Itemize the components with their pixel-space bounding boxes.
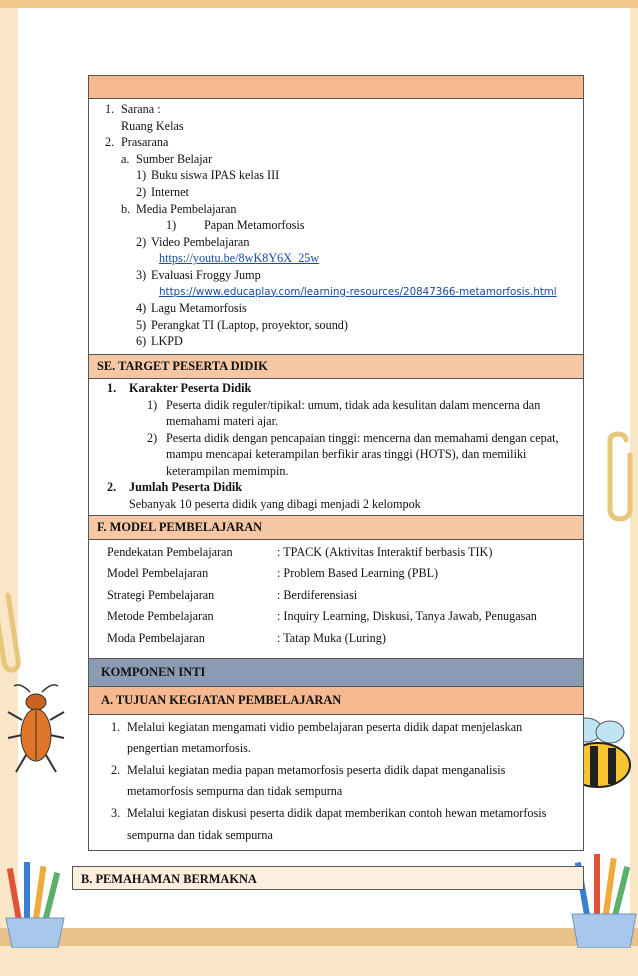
list-number: 1) xyxy=(136,168,147,183)
list-letter: b. xyxy=(121,201,131,216)
educaplay-link[interactable]: https://www.educaplay.com/learning-resources/20847366-metamorfosis.html xyxy=(159,285,557,298)
frame-bottom-border xyxy=(0,946,638,976)
list-number: 6) xyxy=(136,334,147,349)
list-number: 1. xyxy=(111,719,121,734)
model-value: : Berdiferensiasi xyxy=(277,587,358,602)
list-number: 2. xyxy=(105,135,115,150)
karakter-title: Karakter Peserta Didik xyxy=(129,380,252,395)
frame-left-border xyxy=(0,0,18,976)
youtube-link[interactable]: https://youtu.be/8wK8Y6X_25w xyxy=(159,251,320,266)
tujuan-header: A. TUJUAN KEGIATAN PEMBELAJARAN xyxy=(88,687,584,715)
list-letter: a. xyxy=(121,151,130,166)
model-row xyxy=(89,606,583,628)
paperclip-left-icon xyxy=(0,590,30,680)
tujuan-section xyxy=(88,715,584,852)
list-number: 1) xyxy=(147,397,158,412)
model-value: : Problem Based Learning (PBL) xyxy=(277,566,439,581)
list-number: 1. xyxy=(107,380,117,395)
sarana-prasarana-section xyxy=(88,99,584,355)
model-value: : Tatap Muka (Luring) xyxy=(277,631,386,646)
list-number: 2) xyxy=(136,184,147,199)
paperclip-right-icon xyxy=(596,430,636,530)
list-number: 1) xyxy=(166,218,177,233)
target-peserta-header: SE. TARGET PESERTA DIDIK xyxy=(88,355,584,379)
pemahaman-bermakna-header: B. PEMAHAMAN BERMAKNA xyxy=(72,866,584,890)
model-label: Pendekatan Pembelajaran xyxy=(107,544,233,559)
frame-top-border xyxy=(0,0,638,8)
model-value: : Inquiry Learning, Diskusi, Tanya Jawab, Penugasan xyxy=(277,609,537,624)
list-item: Perangkat TI (Laptop, proyektor, sound) xyxy=(151,317,348,332)
model-row xyxy=(89,585,583,607)
paragraph-line: keterampilan memimpin. xyxy=(166,463,289,478)
list-item: LKPD xyxy=(151,334,183,349)
model-row xyxy=(89,542,583,564)
sumber-belajar-label: Sumber Belajar xyxy=(136,151,213,166)
list-item: Buku siswa IPAS kelas III xyxy=(151,168,280,183)
list-number: 5) xyxy=(136,317,147,332)
list-item: Papan Metamorfosis xyxy=(204,218,305,233)
list-number: 2) xyxy=(136,234,147,249)
list-number: 2. xyxy=(111,762,121,777)
list-number: 1. xyxy=(105,102,115,116)
target-peserta-section xyxy=(88,379,584,516)
list-item: Internet xyxy=(151,184,189,199)
frame-bottom-stripe xyxy=(0,928,638,946)
model-label: Model Pembelajaran xyxy=(107,566,209,581)
pencil-cup-left-icon xyxy=(0,858,70,948)
model-pembelajaran-section xyxy=(88,540,584,659)
paragraph-line: memahami materi ajar. xyxy=(166,414,279,429)
model-label: Metode Pembelajaran xyxy=(107,609,214,624)
sarana-value: Ruang Kelas xyxy=(121,118,184,133)
objective-line: metamorfosis sempurna dan tidak sempurna xyxy=(127,784,343,799)
model-row xyxy=(89,563,583,585)
objective-line: sempurna dan tidak sempurna xyxy=(127,827,273,842)
list-item: Lagu Metamorfosis xyxy=(151,301,247,316)
list-number: 2. xyxy=(107,480,117,495)
document-sheet xyxy=(88,75,584,851)
paragraph-line: Sebanyak 10 peserta didik yang dibagi menjadi 2 kelompok xyxy=(129,497,421,512)
model-value: : TPACK (Aktivitas Interaktif berbasis TIK) xyxy=(277,544,493,559)
list-number: 3) xyxy=(136,267,147,282)
list-number: 4) xyxy=(136,301,147,316)
empty-header-row xyxy=(88,75,584,99)
jumlah-title: Jumlah Peserta Didik xyxy=(129,480,243,495)
komponen-inti-header: KOMPONEN INTI xyxy=(88,659,584,687)
list-item: Video Pembelajaran xyxy=(151,234,250,249)
model-pembelajaran-header: F. MODEL PEMBELAJARAN xyxy=(88,516,584,540)
model-label: Strategi Pembelajaran xyxy=(107,587,215,602)
media-pembelajaran-label: Media Pembelajaran xyxy=(136,201,237,216)
list-number: 2) xyxy=(147,430,158,445)
paragraph-line: Peserta didik dengan pencapaian tinggi: mencerna dan memahami dengan cepat, xyxy=(166,430,559,445)
prasarana-label: Prasarana xyxy=(121,135,169,150)
paragraph-line: mampu mencapai keterampilan berfikir aras tinggi (HOTS), dan memiliki xyxy=(166,447,527,462)
objective-line: Melalui kegiatan mengamati vidio pembelajaran peserta didik dapat menjelaskan xyxy=(127,719,523,734)
sarana-label: Sarana : xyxy=(121,102,161,116)
pencil-cup-right-icon xyxy=(566,848,638,948)
model-label: Moda Pembelajaran xyxy=(107,631,205,646)
list-item: Evaluasi Froggy Jump xyxy=(151,267,261,282)
objective-line: pengertian metamorfosis. xyxy=(127,741,251,756)
paragraph-line: Peserta didik reguler/tipikal: umum, tidak ada kesulitan dalam mencerna dan xyxy=(166,397,541,412)
cockroach-icon xyxy=(6,680,66,780)
objective-line: Melalui kegiatan diskusi peserta didik dapat memberikan contoh hewan metamorfosis xyxy=(127,806,547,820)
model-row xyxy=(89,628,583,650)
list-number: 3. xyxy=(111,806,121,820)
objective-line: Melalui kegiatan media papan metamorfosis peserta didik dapat menganalisis xyxy=(127,762,506,777)
